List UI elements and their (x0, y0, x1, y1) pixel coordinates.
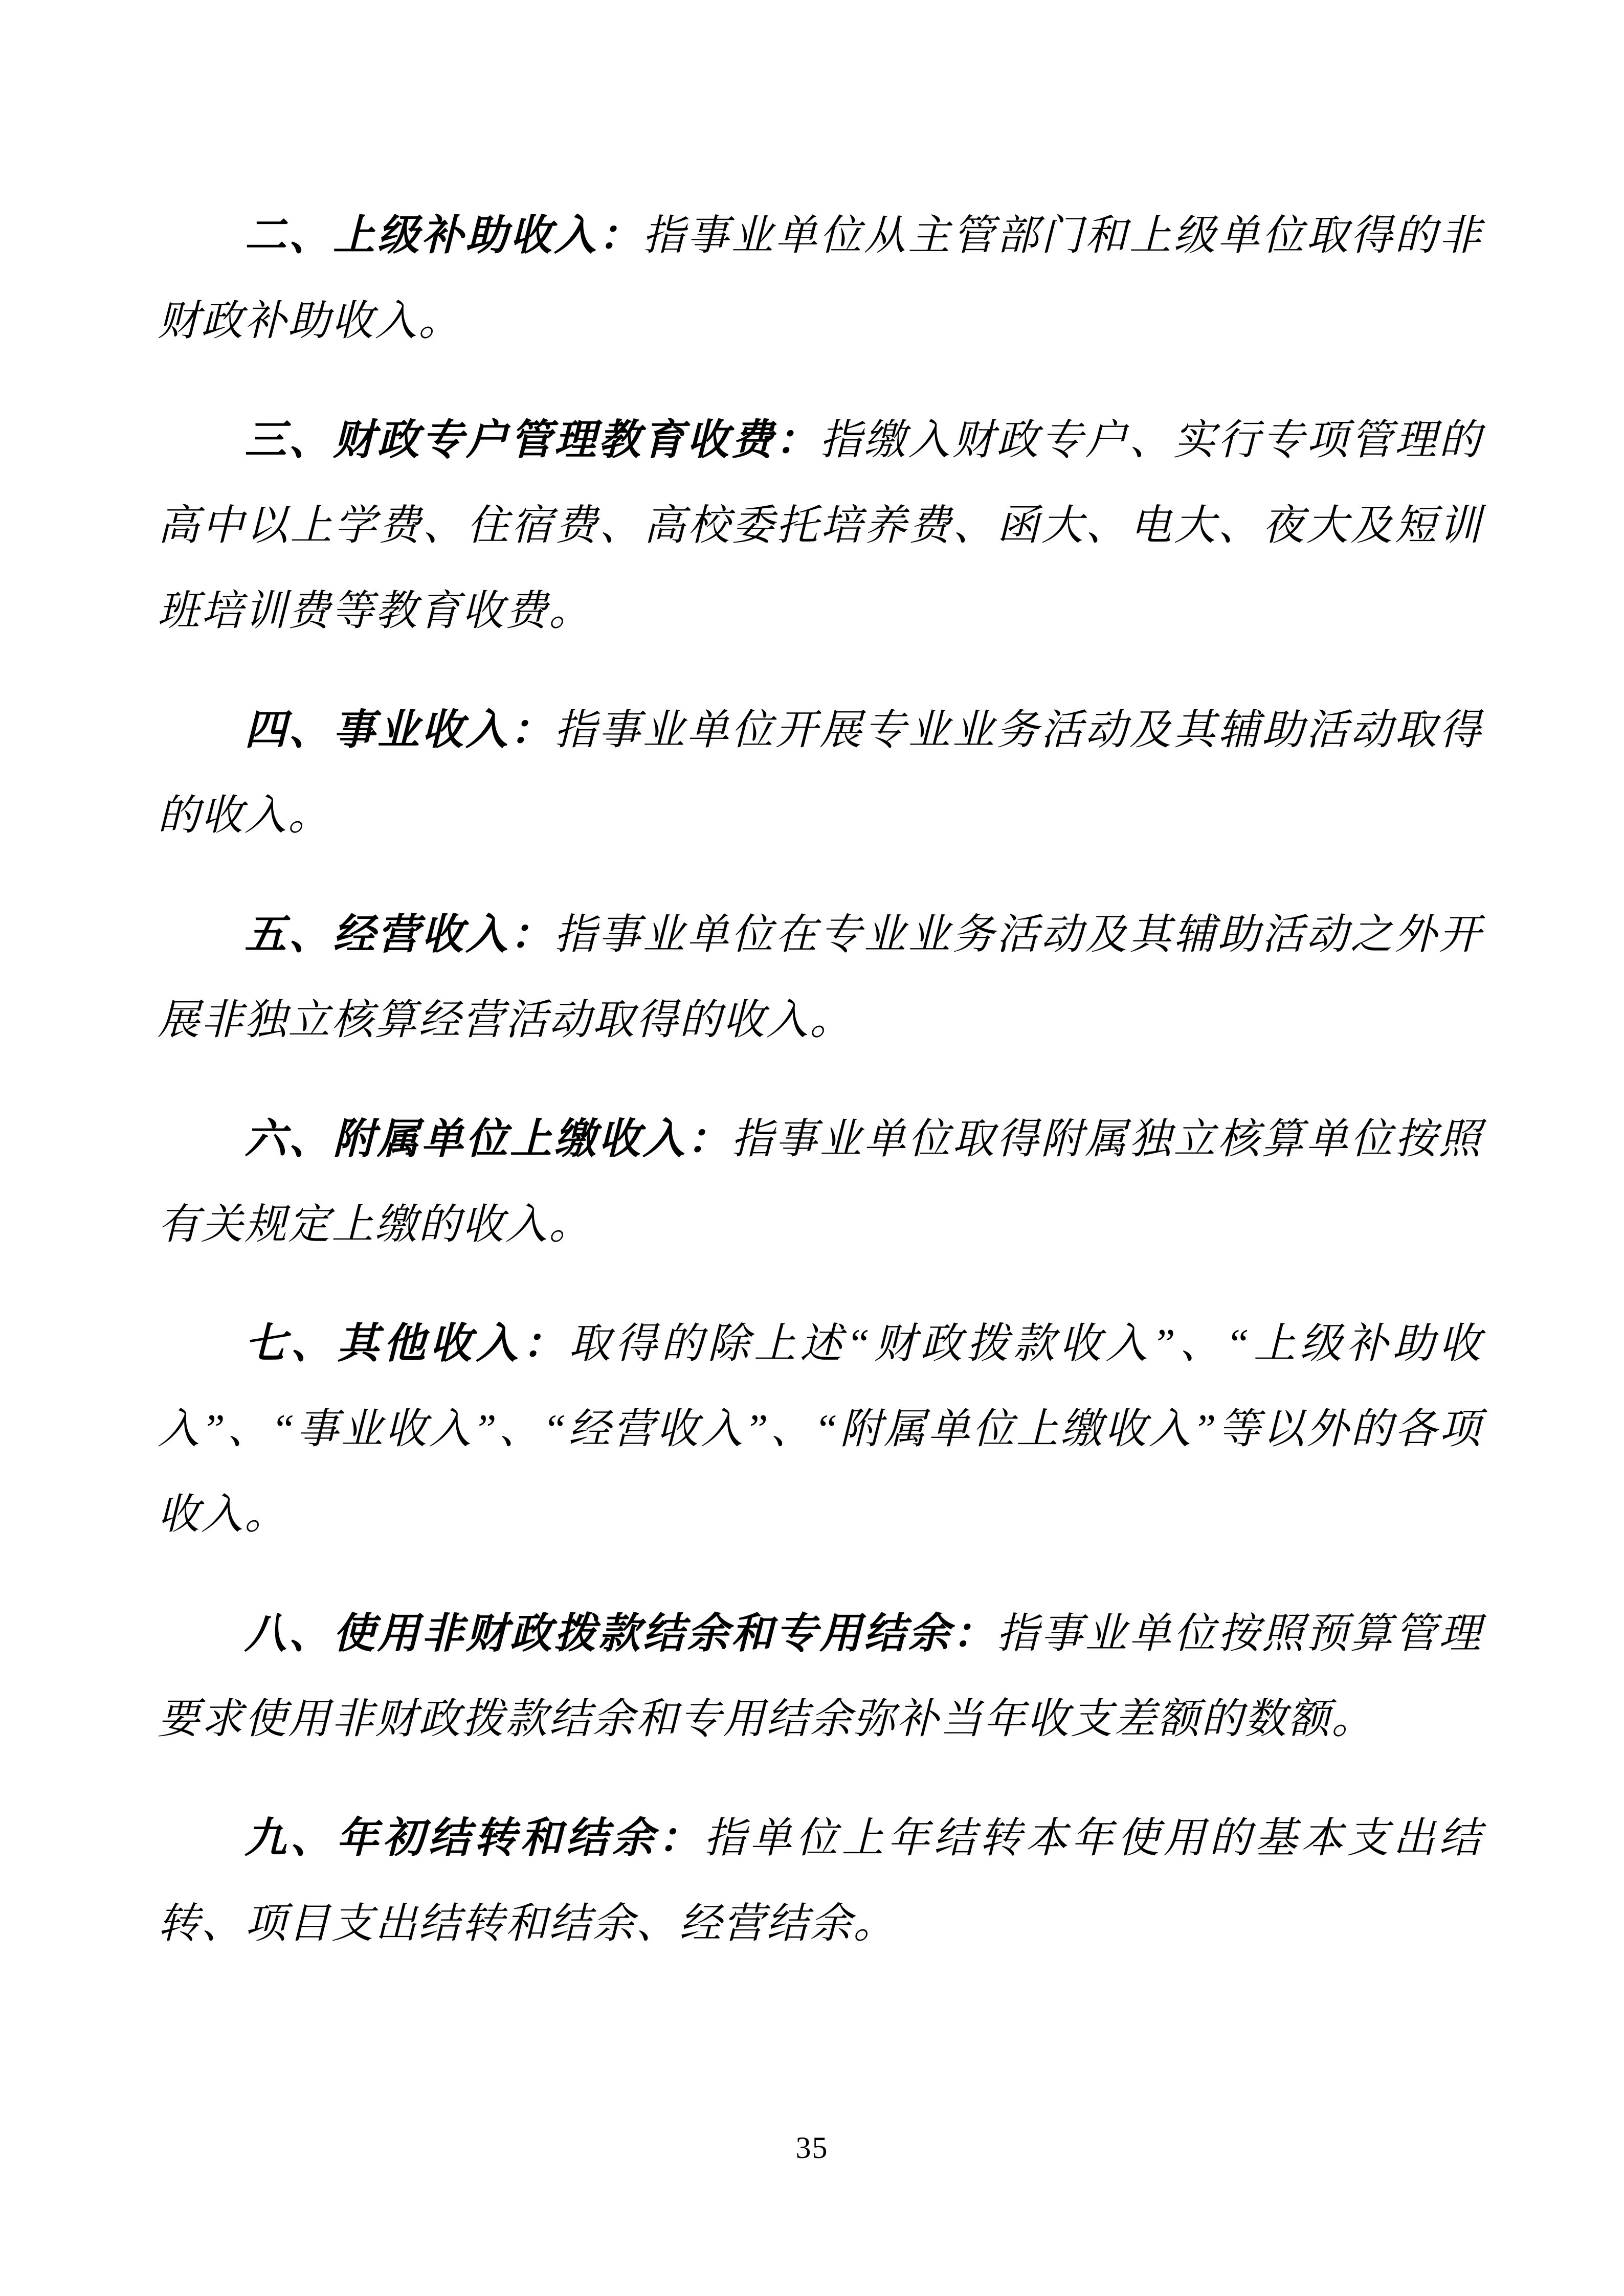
definition-paragraph (158, 1591, 1482, 1762)
definition-paragraph (158, 1795, 1482, 1966)
definition-paragraph (158, 1096, 1482, 1267)
definition-paragraph (158, 1301, 1482, 1557)
term-definition: 指缴入财政专户、实行专项管理的高中以上学费、住宿费、高校委托培养费、函大、电大、夜大及短训班培训费等教育收费。 (158, 417, 1483, 634)
page-number: 35 (795, 2131, 829, 2165)
term-label: 九、年初结转和结余： (244, 1815, 704, 1861)
term-definition: 指事业单位取得附属独立核算单位按照有关规定上缴的收入。 (158, 1116, 1483, 1248)
term-label: 三、财政专户管理教育收费： (244, 417, 820, 463)
term-definition: 指事业单位按照预算管理要求使用非财政拨款结余和专用结余弥补当年收支差额的数额。 (158, 1610, 1483, 1742)
term-label: 六、附属单位上缴收入： (244, 1116, 731, 1162)
term-definition: 指单位上年结转本年使用的基本支出结转、项目支出结转和结余、经营结余。 (158, 1815, 1483, 1947)
definition-paragraph (158, 892, 1482, 1063)
term-definition: 指事业单位开展专业业务活动及其辅助活动取得的收入。 (158, 707, 1483, 839)
term-label: 二、上级补助收入： (244, 212, 643, 259)
term-label: 八、使用非财政拨款结余和专用结余： (244, 1610, 997, 1657)
term-label: 七、其他收入： (244, 1320, 569, 1367)
term-definition: 指事业单位在专业业务活动及其辅助活动之外开展非独立核算经营活动取得的收入。 (158, 911, 1483, 1043)
definition-paragraph (158, 687, 1482, 858)
term-label: 四、事业收入： (244, 707, 554, 753)
term-definition: 取得的除上述“财政拨款收入”、“上级补助收入”、“事业收入”、“经营收入”、“附属单位上缴收入”等以外的各项收入。 (158, 1320, 1482, 1538)
definition-paragraph (158, 397, 1482, 654)
term-definition: 指事业单位从主管部门和上级单位取得的非财政补助收入。 (158, 212, 1483, 344)
document-body (158, 193, 1482, 1966)
term-label: 五、经营收入： (244, 911, 554, 958)
definition-paragraph (158, 193, 1482, 364)
